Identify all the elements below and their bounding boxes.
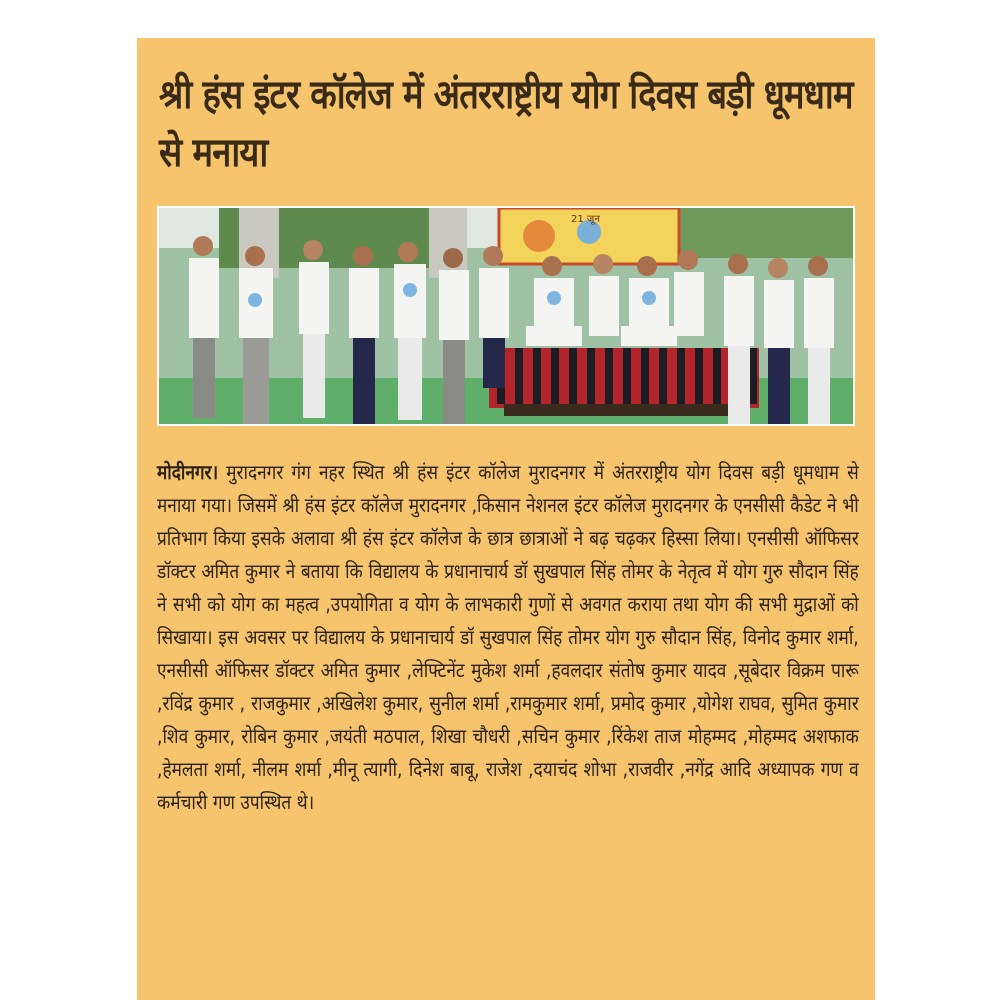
article-body — [157, 456, 859, 819]
article-headline: श्री हंस इंटर कॉलेज में अंतरराष्ट्रीय योग दिवस बड़ी धूमधाम से मनाया — [159, 72, 853, 176]
article-dateline: मोदीनगर। — [157, 460, 219, 484]
article-photo — [157, 206, 855, 426]
newspaper-clipping — [137, 38, 875, 1000]
article-body-text: मुरादनगर गंग नहर स्थित श्री हंस इंटर कॉलेज मुरादनगर में अंतरराष्ट्रीय योग दिवस बड़ी धूमधाम से मनाया गया। जिसमें श्री हंस इंटर कॉलेज मुरादनगर ,किसान नेशनल इंटर कॉलेज मुरादनगर के एनसीसी कैडेट ने भी प्रतिभाग किया इसके अलावा श्री हंस इंटर कॉलेज के छात्र छात्राओं ने बढ़ चढ़कर हिस्सा लिया। एनसीसी ऑफिसर डॉक्टर अमित कुमार ने बताया कि विद्यालय के प्रधानाचार्य डॉ सुखपाल सिंह तोमर के नेतृत्व में योग गुरु सौदान सिंह ने सभी को योग का महत्व ,उपयोगिता व योग के लाभकारी गुणों से अवगत कराया तथा योग की सभी मुद्राओं को सिखाया। इस अवसर पर विद्यालय के प्रधानाचार्य डॉ सुखपाल सिंह तोमर योग गुरु सौदान सिंह, विनोद कुमार शर्मा, एनसीसी ऑफिसर डॉक्टर अमित कुमार ,लेफ्टिनेंट मुकेश शर्मा ,हवलदार संतोष कुमार यादव ,सूबेदार विक्रम पारू ,रविंद्र कुमार , राजकुमार ,अखिलेश कुमार, सुनील शर्मा ,रामकुमार शर्मा, प्रमोद कुमार ,योगेश राघव, सुमित कुमार ,शिव कुमार, रोबिन कुमार ,जयंती मठपाल, शिखा चौधरी ,सचिन कुमार ,रिंकेश ताज मोहम्मद ,मोहम्मद अशफाक ,हेमलता शर्मा, नीलम शर्मा ,मीनू त्यागी, दिनेश बाबू, राजेश ,दयाचंद शोभा ,राजवीर ,नगेंद्र आदि अध्यापक गण व कर्मचारी गण उपस्थित थे। — [157, 460, 859, 814]
banner-text: 21 जून — [571, 214, 600, 225]
